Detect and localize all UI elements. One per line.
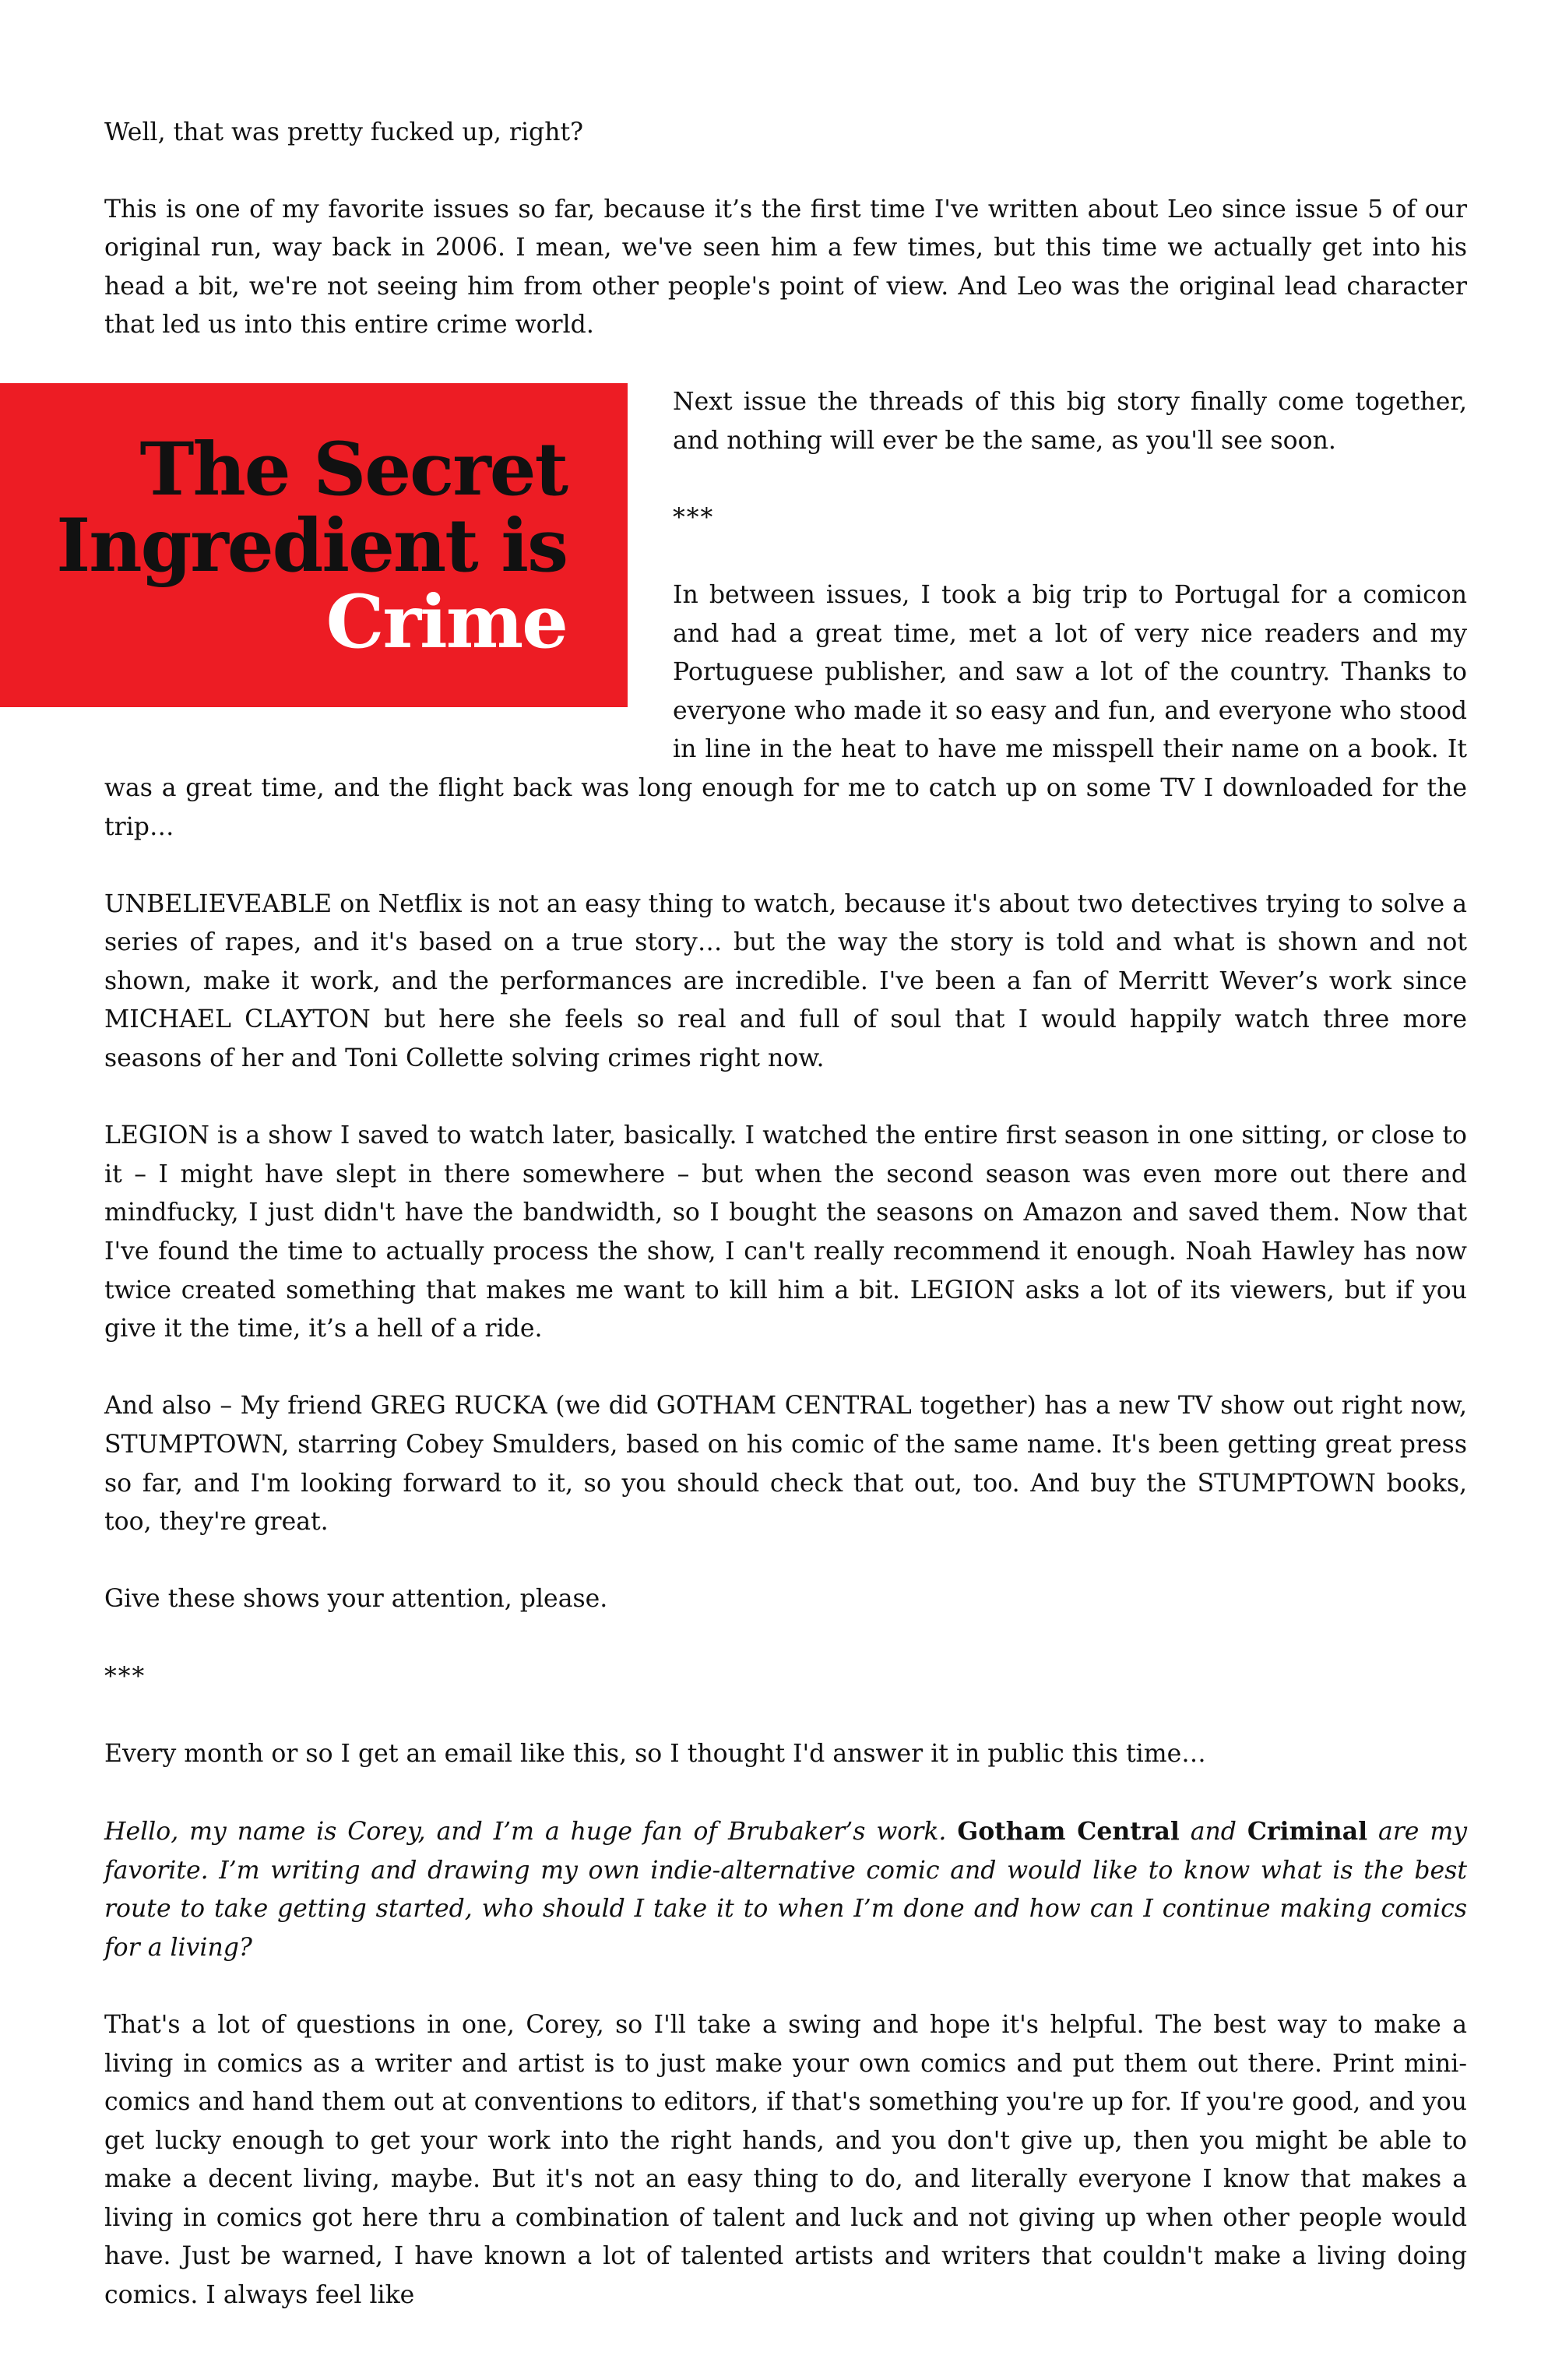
paragraph-attention: Give these shows your attention, please. xyxy=(104,1585,608,1614)
paragraph-leo: This is one of my favorite issues so far, because it’s the first time I've written about Leo since issue 5 of our original run, way back in 2006. I mean, we've seen him a few times, but this time we actually get into his head a bit, we're not seeing him from other people's point of view. And Leo was the original lead character that led us into this entire crime world. xyxy=(104,195,1467,340)
reader-letter xyxy=(104,1812,1467,1967)
letter-title-criminal: Criminal xyxy=(1247,1816,1368,1846)
article-body xyxy=(56,114,1468,2354)
paragraph-answer: That's a lot of questions in one, Corey, so I'll take a swing and hope it's helpful. The best way to make a living in comics as a writer and artist is to just make your own comics and put them out there. Print mini-comics and hand them out at conventions to editors, if that's something you're up for. If you're good, and you get lucky enough to get your work into the right hands, and you don't give up, then you might be able to make a decent living, maybe. But it's not an easy thing to do, and literally everyone I know that makes a living in comics got here thru a combination of talent and luck and not giving up when other people would have. Just be warned, I have known a lot of talented artists and writers that couldn't make a living doing comics. I always feel like xyxy=(104,2010,1467,2310)
separator-stars: *** xyxy=(673,503,715,532)
section-title-line-3: Crime xyxy=(325,579,567,665)
section-title-line-1: The Secret xyxy=(139,426,567,512)
paragraph-email-intro: Every month or so I get an email like this, so I thought I'd answer it in public this time… xyxy=(104,1739,1206,1768)
paragraph-stumptown: And also – My friend GREG RUCKA (we did GOTHAM CENTRAL together) has a new TV show out right now, STUMPTOWN, starring Cobey Smulders, based on his comic of the same name. It's been getting great press so far, and I'm looking forward to it, so you should check that out, too. And buy the STUMPTOWN books, too, they're great. xyxy=(104,1392,1467,1537)
paragraph-next-issue: Next issue the threads of this big story finally come together, and nothing will ever be the same, as you'll see soon. xyxy=(673,387,1467,455)
paragraph-portugal: In between issues, I took a big trip to Portugal for a comicon and had a great time, met a lot of very nice readers and my Portuguese publisher, and saw a lot of the country. Thanks to everyone who made it so easy and fun, and everyone who stood in line in the heat to have me misspell their name on a book. It was a great time, and the flight back was long enough for me to catch up on some TV I downloaded for the trip… xyxy=(104,580,1467,841)
section-title-line-2: Ingredient is xyxy=(56,502,567,589)
letter-text-2: and xyxy=(1179,1817,1247,1846)
paragraph-opening: Well, that was pretty fucked up, right? xyxy=(104,118,584,146)
section-title-box xyxy=(0,383,628,707)
paragraph-unbelieveable: UNBELIEVEABLE on Netflix is not an easy thing to watch, because it's about two detectives trying to solve a series of rapes, and it's based on a true story… but the way the story is told and what is shown and not shown, make it work, and the performances are incredible. I've been a fan of Merritt Wever’s work since MICHAEL CLAYTON but here she feels so real and full of soul that I would happily watch three more seasons of her and Toni Collette solving crimes right now. xyxy=(104,889,1467,1073)
paragraph-legion: LEGION is a show I saved to watch later, basically. I watched the entire first season in one sitting, or close to it – I might have slept in there somewhere – but when the second season was even more out there and mindfucky, I just didn't have the bandwidth, so I bought the seasons on Amazon and saved them. Now that I've found the time to actually process the show, I can't really recommend it enough. Noah Hawley has now twice created something that makes me want to kill him a bit. LEGION asks a lot of its viewers, but if you give it the time, it’s a hell of a ride. xyxy=(104,1121,1467,1343)
letter-title-gotham-central: Gotham Central xyxy=(957,1816,1180,1846)
letter-text-3: are my favorite. I’m writing and drawing my own indie-alternative comic and would like to know what is the best route to take getting started, who should I take it to when I’m done and how can I continue making comics for a living? xyxy=(104,1817,1468,1962)
letter-text-1: Hello, my name is Corey, and I’m a huge fan of Brubaker’s work. xyxy=(104,1817,958,1846)
separator-stars-2: *** xyxy=(104,1662,146,1691)
